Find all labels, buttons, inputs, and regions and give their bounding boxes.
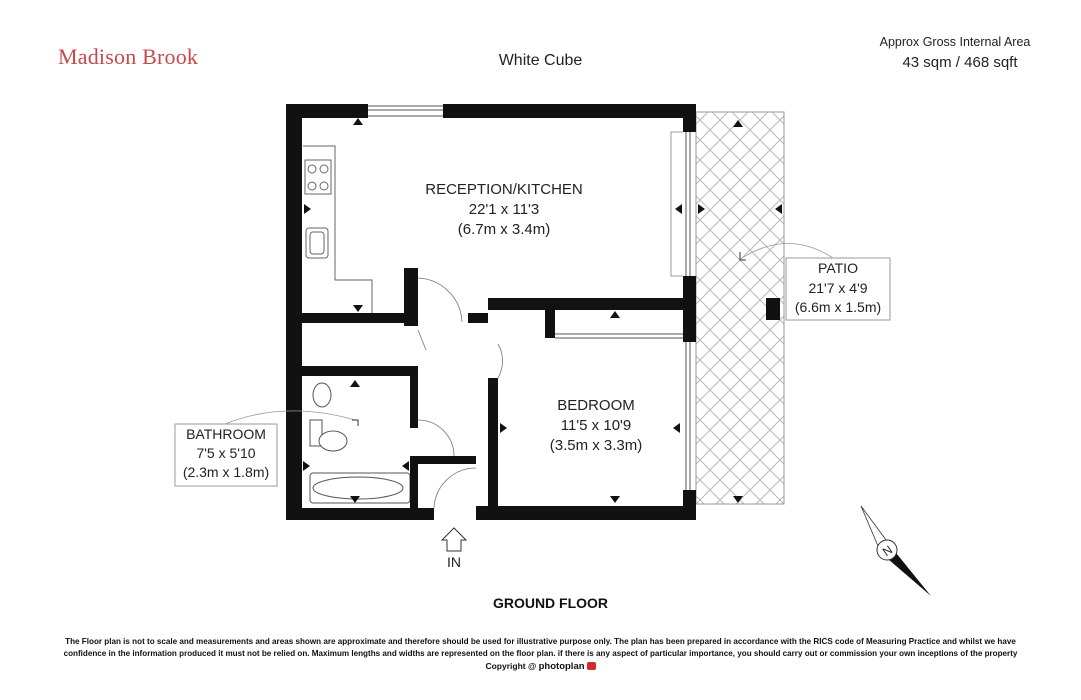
patio-callout	[786, 258, 890, 320]
development-name: White Cube	[498, 52, 583, 69]
disclaimer	[20, 636, 1061, 660]
patio-metric: (6.6m x 1.5m)	[794, 299, 882, 315]
photoplan-brand: photoplan	[538, 661, 585, 672]
photoplan-camera-icon	[587, 662, 596, 670]
patio-imperial: 21'7 x 4'9	[808, 280, 868, 296]
brand-logo: Madison Brook	[58, 44, 199, 69]
patio-name: PATIO	[818, 260, 858, 276]
bedroom-name: BEDROOM	[557, 397, 635, 414]
kitchen-counter	[303, 146, 372, 314]
reception-kitchen-label	[425, 181, 583, 238]
disclaimer-line-2: confidence in the information produced it must not be relied on. Maximum lengths and widths are represented on the floor plan. if there is any aspect of particular importance, you should carry out or commission your own inceptions of the property	[63, 649, 1018, 658]
entrance-label: IN	[447, 554, 461, 570]
floor-name: GROUND FLOOR	[492, 595, 609, 611]
reception-metric: (6.7m x 3.4m)	[457, 221, 551, 238]
reception-imperial: 22'1 x 11'3	[468, 201, 540, 218]
bedroom-label	[550, 397, 643, 454]
reception-name: RECEPTION/KITCHEN	[425, 181, 583, 198]
gross-area-label: Approx Gross Internal Area	[879, 35, 1031, 49]
bedroom-imperial: 11'5 x 10'9	[560, 417, 632, 434]
bathroom-imperial: 7'5 x 5'10	[196, 445, 256, 461]
bathroom-metric: (2.3m x 1.8m)	[182, 464, 270, 480]
copyright-prefix: Copyright @	[485, 661, 539, 671]
entrance-arrow-icon	[442, 528, 466, 551]
copyright	[0, 661, 1081, 672]
compass-label: N	[880, 542, 896, 560]
bathroom-fixtures	[310, 383, 410, 503]
bathroom-callout	[175, 424, 277, 486]
disclaimer-line-1: The Floor plan is not to scale and measurements and areas shown are approximate and therefore should be used for illustrative purpose only. The plan has been prepared in accordance with the RICS code of Measuring Practice and whilst we have	[65, 637, 1016, 646]
compass-icon	[861, 506, 931, 596]
bedroom-metric: (3.5m x 3.3m)	[549, 437, 643, 454]
gross-area-value: 43 sqm / 468 sqft	[902, 54, 1018, 71]
bathroom-leader-tick	[352, 420, 358, 426]
bathroom-name: BATHROOM	[186, 426, 266, 442]
